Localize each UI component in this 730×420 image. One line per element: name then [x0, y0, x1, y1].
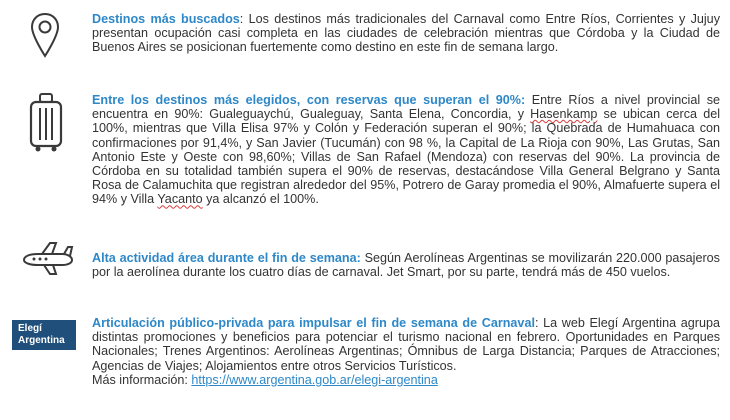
section-destinos-buscados [0, 0, 730, 80]
airplane-icon [20, 240, 74, 281]
luggage-icon [28, 92, 64, 159]
section-actividad-aerea [0, 240, 730, 304]
section-destinos-elegidos [0, 80, 730, 240]
location-pin-icon [30, 12, 60, 65]
misspelled-word: Yacanto [157, 192, 203, 207]
section-text: : La web Elegí Argentina agrupa distintas promociones y beneficios para potenciar el turismo nacional en febrero. Oportunidades en Parques Nacionales; Trenes Argentinos: Aerolíneas Argentinas; Ómnibus de Larga Distancia; Parques de Atracciones; Agencias de Viajes; Alojamientos entre otros Servicios Turísticos. [92, 316, 720, 373]
section-title: Alta actividad área durante el fin de semana: [92, 251, 361, 265]
section-body [92, 93, 720, 207]
elegi-argentina-logo-icon [12, 320, 76, 350]
section-title: Entre los destinos más elegidos, con reservas que superan el 90%: [92, 93, 526, 107]
misspelled-word: Hasenkamp [530, 107, 598, 122]
section-text: se ubican cerca del 100%, mientras que Villa Elisa 97% y Colón y Federación superan el 90%; la Quebrada de Humahuaca con confirmaciones por 91,4%, y San Javier (Tucumán) con 98 %, la Capital de La Rioja con 90%, Las Grutas, San Antonio Este y Oeste con 98,60%; Villas de San Rafael (Mendoza) con reservas del 90%. La provincia de Córdoba en su totalidad también supera el 90% de reservas, destacándose Villa General Belgrano y Santa Rosa de Calamuchita que registran alrededor del 95%, Potrero de Garay promedia el 90%, Almafuerte supera el 94% y Villa [92, 107, 720, 207]
more-info-label: Más información: [92, 372, 192, 387]
section-articulacion [0, 304, 730, 420]
logo-line-2: Argentina [18, 335, 65, 346]
elegi-argentina-link[interactable]: https://www.argentina.gob.ar/elegi-argentina [191, 372, 438, 387]
section-text: Entre Ríos a nivel provincial se encuentra en 90%: Gualeguaychú, Gualeguay, Santa Elena, Concordia, y [92, 93, 720, 122]
section-body [92, 316, 720, 387]
section-body [92, 251, 720, 279]
section-title: Articulación público-privada para impulsar el fin de semana de Carnaval [92, 316, 535, 330]
section-title: Destinos más buscados [92, 12, 240, 26]
section-text: Según Aerolíneas Argentinas se movilizarán 220.000 pasajeros por la aerolínea durante los cuatro días de carnaval. Jet Smart, por su parte, tendrá más de 450 vuelos. [92, 251, 720, 280]
logo-line-1: Elegí [18, 323, 42, 334]
section-body [92, 12, 720, 55]
section-text: ya alcanzó el 100%. [202, 192, 319, 207]
section-text: : Los destinos más tradicionales del Carnaval como Entre Ríos, Corrientes y Jujuy presentan ocupación casi completa en las ciudades de celebración mientras que Córdoba y la Ciudad de Buenos Aires se posicionan fuertemente como destino en este fin de semana largo. [92, 12, 720, 55]
